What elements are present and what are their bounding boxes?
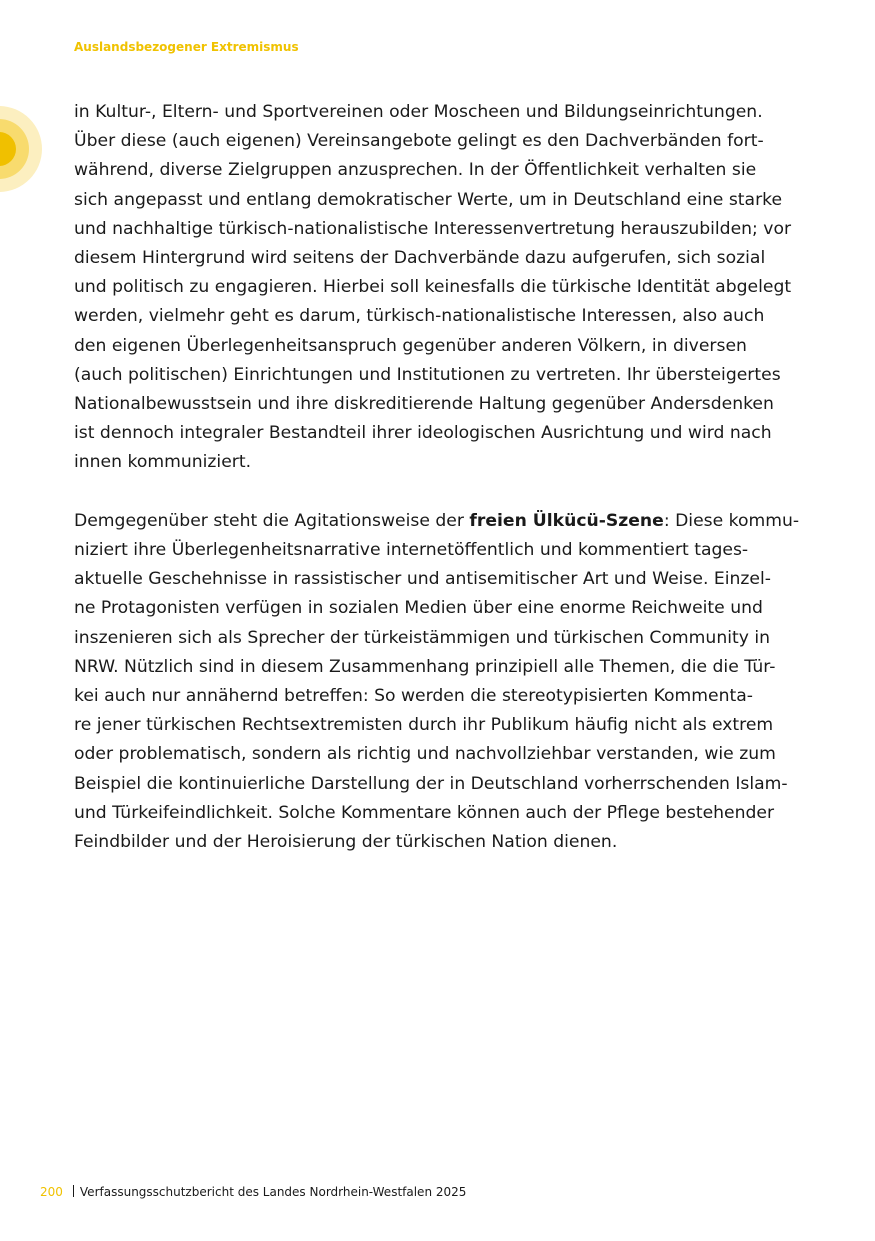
text-line: diesem Hintergrund wird seitens der Dachverbände dazu aufgerufen, sich sozial [74,248,766,269]
text-line: inszenieren sich als Sprecher der türkeistämmigen und türkischen Community in [74,627,771,648]
text-line: Nationalbewusstsein und ihre diskreditierende Haltung gegenüber Andersdenken [74,394,774,415]
text-line: in Kultur-, Eltern- und Sportvereinen oder Moscheen und Bildungseinrichtungen. [74,102,763,122]
text-line: den eigenen Überlegenheitsanspruch gegenüber anderen Völkern, in diversen [74,335,747,356]
text-line: und politisch zu engagieren. Hierbei soll keinesfalls die türkische Identität abgelegt [74,277,792,298]
decorative-circles-icon [0,106,42,192]
text-segment: Demgegenüber steht die Agitationsweise der [74,510,470,531]
paragraph-1 [74,98,804,478]
text-line: kei auch nur annähernd betreffen: So werden die stereotypisierten Kommenta- [74,686,753,707]
text-line: Beispiel die kontinuierliche Darstellung der in Deutschland vorherrschenden Islam- [74,773,788,794]
text-line: oder problematisch, sondern als richtig und nachvollziehbar verstanden, wie zum [74,744,776,765]
text-line: NRW. Nützlich sind in diesem Zusammenhang prinzipiell alle Themen, die die Tür- [74,656,776,677]
page-footer [40,1185,466,1199]
text-line: Feindbilder und der Heroisierung der türkischen Nation dienen. [74,832,618,853]
page-number: 200 [40,1185,63,1199]
text-line [74,507,804,536]
text-line: ne Protagonisten verfügen in sozialen Medien über eine enorme Reichweite und [74,598,763,619]
text-line: re jener türkischen Rechtsextremisten durch ihr Publikum häufig nicht als extrem [74,715,774,736]
text-line: Über diese (auch eigenen) Vereinsangebote gelingt es den Dachverbänden fort- [74,131,764,152]
text-line: und Türkeifeindlichkeit. Solche Kommentare können auch der Pflege bestehender [74,802,775,823]
text-line: werden, vielmehr geht es darum, türkisch-nationalistische Interessen, also auch [74,306,765,327]
publication-title: Verfassungsschutzbericht des Landes Nordrhein-Westfalen 2025 [79,1185,467,1199]
paragraph-gap [74,478,804,507]
text-segment: : Diese kommu- [663,510,800,531]
paragraph-2 [74,507,804,857]
text-line: innen kommuniziert. [74,452,252,473]
section-title: Auslandsbezogener Extremismus [74,40,299,54]
text-line: und nachhaltige türkisch-nationalistische Interessenvertretung herauszubilden; vor [74,218,792,239]
text-line: während, diverse Zielgruppen anzusprechen. In der Öffentlichkeit verhalten sie [74,160,757,181]
text-line: niziert ihre Überlegenheitsnarrative internetöffentlich und kommentiert tages- [74,540,749,561]
text-line: ist dennoch integraler Bestandteil ihrer ideologischen Ausrichtung und wird nach [74,423,772,444]
text-line: (auch politischen) Einrichtungen und Institutionen zu vertreten. Ihr übersteigertes [74,364,781,385]
body-text [74,98,804,857]
text-line: sich angepasst und entlang demokratischer Werte, um in Deutschland eine starke [74,189,783,210]
footer-divider [73,1185,74,1197]
emphasis-term: freien Ülkücü-Szene [469,510,664,531]
text-line: aktuelle Geschehnisse in rassistischer und antisemitischer Art und Weise. Einzel- [74,569,771,590]
